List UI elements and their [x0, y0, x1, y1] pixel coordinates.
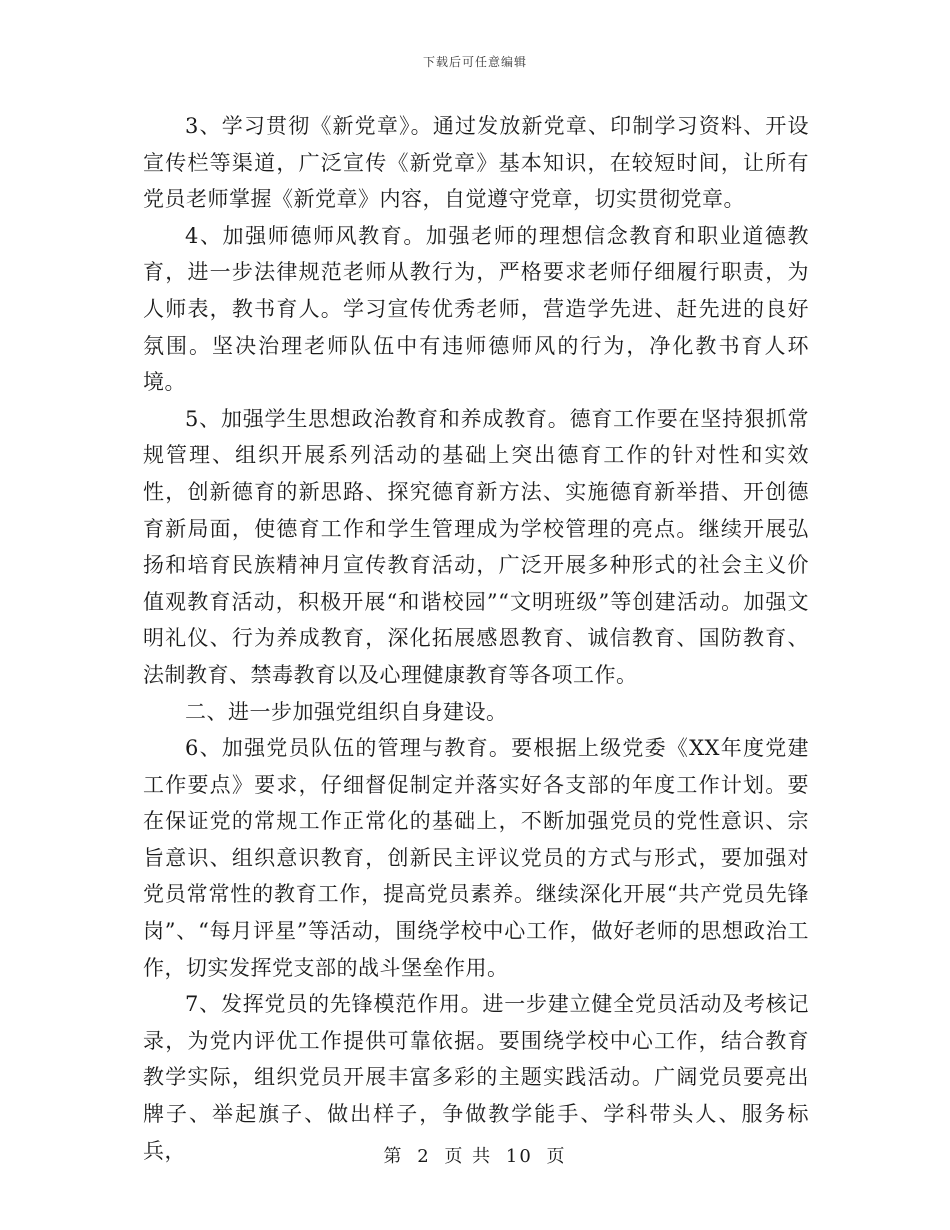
paragraph-item-4: 4、加强师德师风教育。加强老师的理想信念教育和职业道德教育，进一步法律规范老师从教行为，严格要求老师仔细履行职责，为人师表，教书育人。学习宣传优秀老师，营造学先进、赶先进的良好氛围。坚决治理老师队伍中有违师德师风的行为，净化教书育人环境。	[143, 223, 809, 395]
footer-suffix: 页	[546, 1146, 567, 1167]
footer-prefix: 第	[383, 1146, 404, 1167]
paragraph-item-3: 3、学习贯彻《新党章》。通过发放新党章、印制学习资料、开设宣传栏等渠道，广泛宣传《新党章》基本知识，在较短时间，让所有党员老师掌握《新党章》内容，自觉遵守党章，切实贯彻党章。	[143, 114, 809, 212]
footer-page-number: 2	[417, 1146, 431, 1167]
paragraph-item-6: 6、加强党员队伍的管理与教育。要根据上级党委《XX年度党建工作要点》要求，仔细督促制定并落实好各支部的年度工作计划。要在保证党的常规工作正常化的基础上，不断加强党员的党性意识、宗旨意识、组织意识教育，创新民主评议党员的方式与形式，要加强对党员常常性的教育工作，提高党员素养。继续深化开展“共产党员先锋岗”、“每月评星”等活动，围绕学校中心工作，做好老师的思想政治工作，切实发挥党支部的战斗堡垒作用。	[143, 736, 809, 980]
paragraph-item-7: 7、发挥党员的先锋模范作用。进一步建立健全党员活动及考核记录，为党内评优工作提供可靠依据。要围绕学校中心工作，结合教育教学实际，组织党员开展丰富多彩的主题实践活动。广阔党员要亮出牌子、举起旗子、做出样子，争做教学能手、学科带头人、服务标兵，	[143, 992, 809, 1163]
section-heading-2: 二、进一步加强党组织自身建设。	[185, 699, 508, 724]
body-text	[143, 108, 809, 1169]
header-note: 下载后可任意编辑	[422, 55, 527, 69]
footer-middle: 页 共	[444, 1146, 493, 1167]
footer-total-pages: 10	[505, 1146, 533, 1167]
page-footer	[0, 1142, 950, 1168]
paragraph-item-5: 5、加强学生思想政治教育和养成教育。德育工作要在坚持狠抓常规管理、组织开展系列活动的基础上突出德育工作的针对性和实效性，创新德育的新思路、探究德育新方法、实施德育新举措、开创德育新局面，使德育工作和学生管理成为学校管理的亮点。继续开展弘扬和培育民族精神月宣传教育活动，广泛开展多种形式的社会主义价值观教育活动，积极开展“和谐校园”“文明班级”等创建活动。加强文明礼仪、行为养成教育，深化拓展感恩教育、诚信教育、国防教育、法制教育、禁毒教育以及心理健康教育等各项工作。	[143, 406, 809, 687]
